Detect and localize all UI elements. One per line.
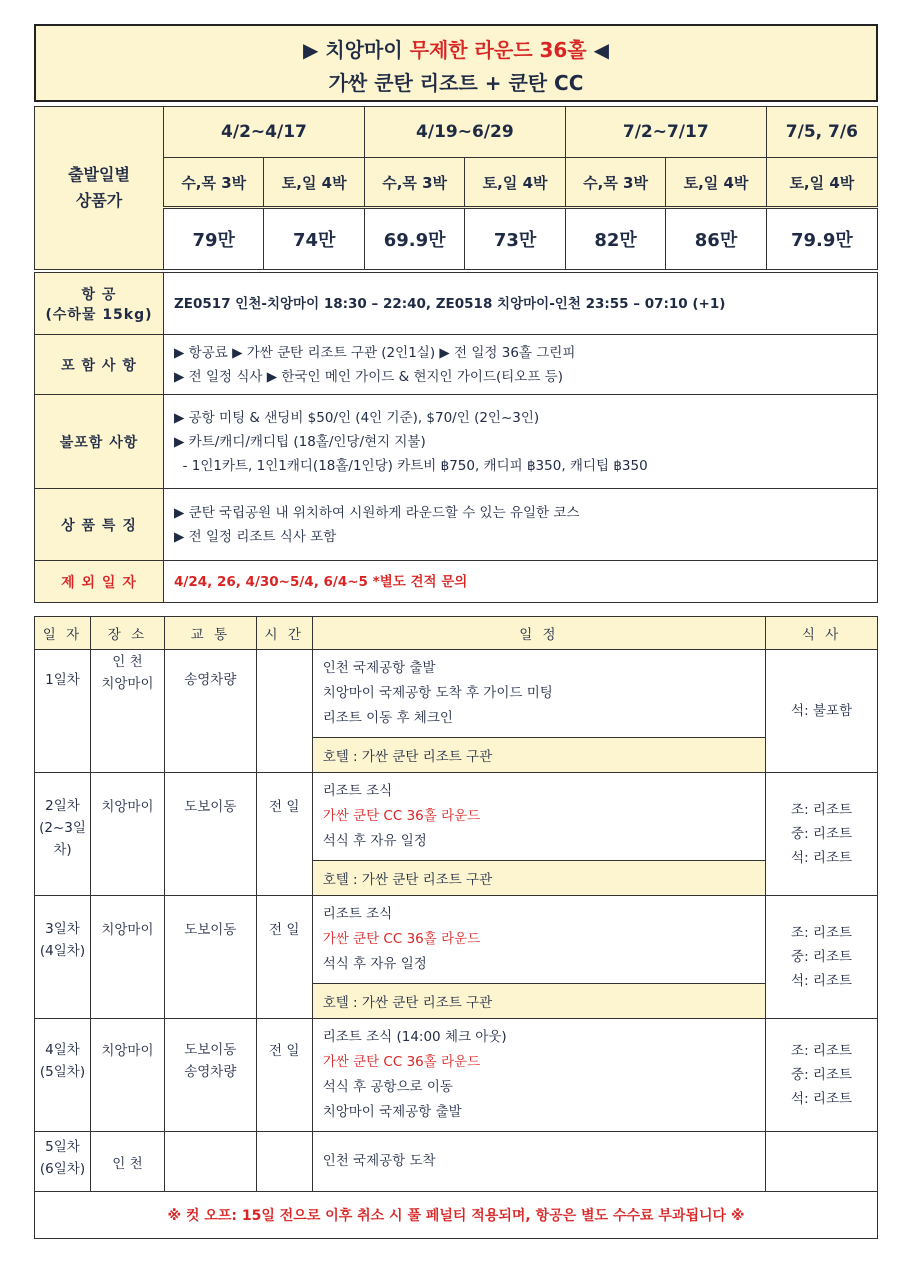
cutoff-notice: ※ 컷 오프: 15일 전으로 이후 취소 시 풀 페널티 적용되며, 항공은 별도 수수료 부과됩니다 ※ [35, 1192, 878, 1239]
day4-itinerary: 리조트 조식 (14:00 체크 아웃) 가싼 쿤탄 CC 36홀 라운드 석식 후 공항으로 이동 치앙마이 국제공항 출발 [312, 1019, 765, 1132]
title-line-1: ▶ 치앙마이 무제한 라운드 36홀 ◀ [303, 38, 609, 62]
period-header: 4/2~4/17 [164, 107, 365, 158]
exclude-value: ▶ 공항 미팅 & 샌딩비 $50/인 (4인 기준), $70/인 (2인~3인) ▶ 카트/캐디/캐디팁 (18홀/인당/현지 지불) - 1인1카트, 1인1캐디(18홀/1인당) 카트비 ฿750, 캐디피 ฿350, 캐디팁 ฿350 [164, 395, 878, 489]
feature-label: 상 품 특 징 [35, 489, 164, 561]
day5-transport [164, 1132, 256, 1192]
period-header: 7/5, 7/6 [766, 107, 877, 158]
day1-transport: 송영차량 [164, 650, 256, 773]
price-value: 73만 [465, 208, 565, 270]
exclude-label: 불포함 사항 [35, 395, 164, 489]
day5-place: 인 천 [90, 1132, 164, 1192]
period-header: 7/2~7/17 [565, 107, 766, 158]
day2-time: 전 일 [256, 773, 312, 896]
period-header: 4/19~6/29 [364, 107, 565, 158]
day4-day: 4일차 (5일차) [35, 1019, 91, 1132]
header-meal: 식 사 [766, 617, 878, 650]
schedule-table [34, 616, 878, 1239]
title-line-2: 가싼 쿤탄 리조트 + 쿤탄 CC [328, 71, 584, 95]
day5-time [256, 1132, 312, 1192]
header-day: 일 자 [35, 617, 91, 650]
header-place: 장 소 [90, 617, 164, 650]
day5-meal [766, 1132, 878, 1192]
day1-hotel: 호텔 : 가싼 쿤탄 리조트 구관 [312, 738, 765, 773]
day4-place: 치앙마이 [90, 1019, 164, 1132]
option-cell: 토,일 4박 [666, 158, 766, 208]
day4-transport: 도보이동 송영차량 [164, 1019, 256, 1132]
day5-day: 5일차 (6일차) [35, 1132, 91, 1192]
day2-meal: 조: 리조트 중: 리조트 석: 리조트 [766, 773, 878, 896]
option-cell: 수,목 3박 [364, 158, 464, 208]
day1-place: 인 천 치앙마이 [90, 650, 164, 773]
day3-meal: 조: 리조트 중: 리조트 석: 리조트 [766, 896, 878, 1019]
day3-itinerary: 리조트 조식 가싼 쿤탄 CC 36홀 라운드 석식 후 자유 일정 [312, 896, 765, 984]
day2-day: 2일차 (2~3일 차) [35, 773, 91, 896]
day2-place: 치앙마이 [90, 773, 164, 896]
option-cell: 수,목 3박 [565, 158, 665, 208]
price-value: 74만 [264, 208, 364, 270]
header-itinerary: 일 정 [312, 617, 765, 650]
except-label: 제 외 일 자 [35, 561, 164, 603]
day3-time: 전 일 [256, 896, 312, 1019]
feature-value: ▶ 쿤탄 국립공원 내 위치하여 시원하게 라운드할 수 있는 유일한 코스 ▶ 전 일정 리조트 식사 포함 [164, 489, 878, 561]
price-label: 출발일별 상품가 [35, 107, 164, 270]
day3-day: 3일차 (4일차) [35, 896, 91, 1019]
day3-transport: 도보이동 [164, 896, 256, 1019]
day3-place: 치앙마이 [90, 896, 164, 1019]
header-transport: 교 통 [164, 617, 256, 650]
day4-meal: 조: 리조트 중: 리조트 석: 리조트 [766, 1019, 878, 1132]
day1-time [256, 650, 312, 773]
title-banner [34, 24, 878, 102]
option-cell: 수,목 3박 [164, 158, 264, 208]
flight-value: ZE0517 인천-치앙마이 18:30 – 22:40, ZE0518 치앙마이-인천 23:55 – 07:10 (+1) [164, 273, 878, 335]
day1-meal: 석: 불포함 [766, 650, 878, 773]
day2-transport: 도보이동 [164, 773, 256, 896]
day2-itinerary: 리조트 조식 가싼 쿤탄 CC 36홀 라운드 석식 후 자유 일정 [312, 773, 765, 861]
include-value: ▶ 항공료 ▶ 가싼 쿤탄 리조트 구관 (2인1실) ▶ 전 일정 36홀 그린피 ▶ 전 일정 식사 ▶ 한국인 메인 가이드 & 현지인 가이드(티오프 등) [164, 335, 878, 395]
flight-label: 항 공 (수하물 15kg) [35, 273, 164, 335]
day5-itinerary: 인천 국제공항 도착 [312, 1132, 765, 1192]
day1-itinerary: 인천 국제공항 출발 치앙마이 국제공항 도착 후 가이드 미팅 리조트 이동 후 체크인 [312, 650, 765, 738]
day2-hotel: 호텔 : 가싼 쿤탄 리조트 구관 [312, 861, 765, 896]
option-cell: 토,일 4박 [766, 158, 877, 208]
price-table [34, 106, 878, 270]
title-highlight: 무제한 라운드 36홀 [409, 38, 587, 62]
price-value: 79만 [164, 208, 264, 270]
include-label: 포 함 사 항 [35, 335, 164, 395]
day4-time: 전 일 [256, 1019, 312, 1132]
price-value: 82만 [565, 208, 665, 270]
day1-day: 1일차 [35, 650, 91, 773]
price-value: 79.9만 [766, 208, 877, 270]
option-cell: 토,일 4박 [264, 158, 364, 208]
price-value: 69.9만 [364, 208, 464, 270]
price-value: 86만 [666, 208, 766, 270]
day3-hotel: 호텔 : 가싼 쿤탄 리조트 구관 [312, 984, 765, 1019]
except-value: 4/24, 26, 4/30~5/4, 6/4~5 *별도 견적 문의 [164, 561, 878, 603]
info-table [34, 272, 878, 603]
option-cell: 토,일 4박 [465, 158, 565, 208]
header-time: 시 간 [256, 617, 312, 650]
